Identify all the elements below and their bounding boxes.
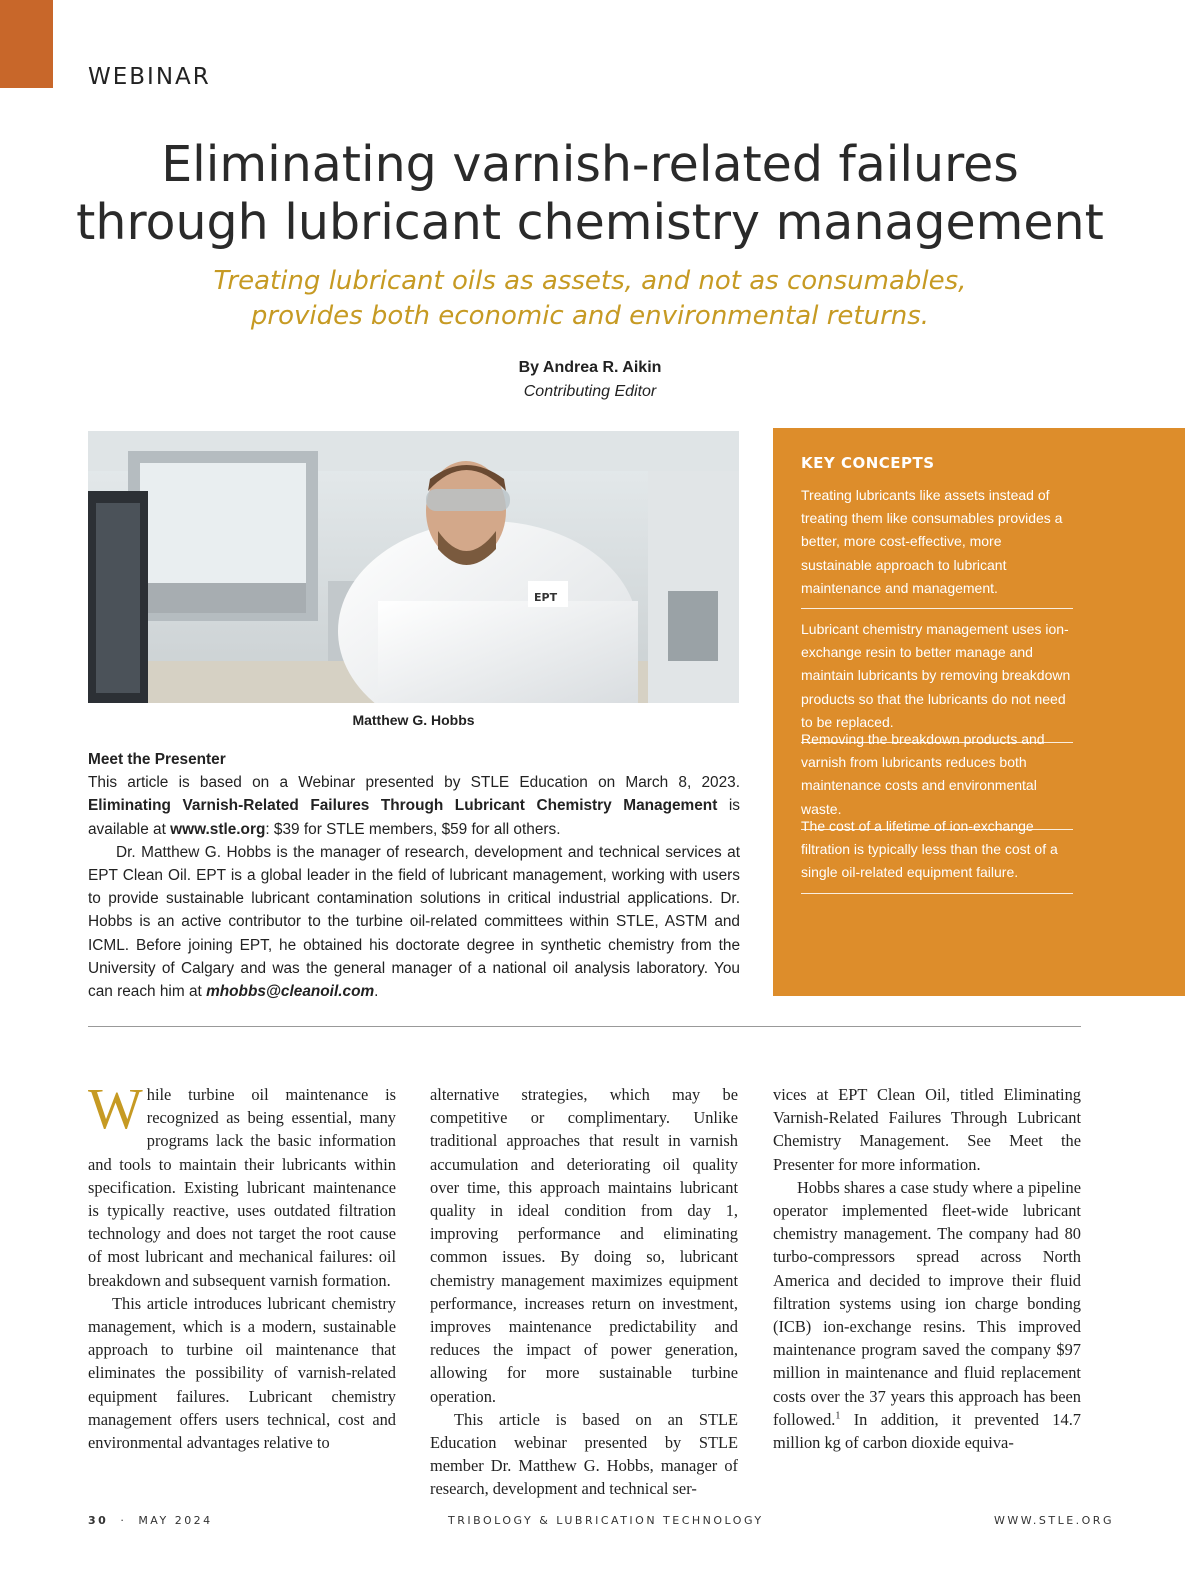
key-concept-item: Lubricant chemistry management uses ion-exchange resin to better manage and maintain lubricants by removing breakdown products so that the lubricants do not need to be replaced. [801, 618, 1073, 743]
drop-cap: W [88, 1076, 143, 1141]
issue-date: MAY 2024 [138, 1514, 213, 1527]
email-link[interactable]: mhobbs@cleanoil.com [206, 983, 375, 1001]
page-title [60, 136, 1120, 252]
photo-caption: Matthew G. Hobbs [352, 712, 475, 728]
key-concepts-box [773, 428, 1185, 996]
presenter-text: is available at [88, 797, 740, 838]
article-paragraph [88, 1076, 396, 1292]
article-column-3 [773, 1083, 1081, 1454]
presenter-photo [88, 431, 739, 703]
website-link[interactable]: www.stle.org [170, 820, 266, 838]
footer-left [88, 1514, 213, 1527]
presenter-text: This article is based on a Webinar presented by STLE Education on March 8, 2023. [88, 774, 740, 792]
article-paragraph: This article is based on an STLE Education webinar presented by STLE member Dr. Matthew G. Hobbs, manager of research, development and technical ser- [430, 1409, 738, 1499]
presenter-text: : $39 for STLE members, $59 for all others. [265, 820, 561, 838]
meet-the-presenter [88, 748, 740, 1003]
presenter-heading: Meet the Presenter [88, 751, 226, 768]
article-paragraph: vices at EPT Clean Oil, titled Eliminating Varnish-Related Failures Through Lubricant Chemistry Management. See Meet the Presenter for more information. [773, 1085, 1081, 1174]
title-line-1: Eliminating varnish-related failures [161, 136, 1019, 193]
article-text: hile turbine oil maintenance is recognized as being essential, many programs lack the basic information and tools to maintain their lubricants within specification. Existing lubricant maintenance is typically reactive, uses outdated filtration technology and does not target the root cause of most lubricant and mechanical failures: oil breakdown and subsequent varnish formation. [88, 1085, 396, 1290]
article-column-1 [88, 1076, 396, 1454]
subtitle-line-2: provides both economic and environmental returns. [250, 301, 930, 331]
key-concept-item: Removing the breakdown products and varnish from lubricants reduces both maintenance costs and environmental waste. [801, 728, 1073, 830]
presenter-bio: Dr. Matthew G. Hobbs is the manager of research, development and technical services at EPT Clean Oil. EPT is a global leader in the field of lubricant management, working with users to provide sustainable lubricant contamination solutions in critical industrial applications. Dr. Hobbs is an active contributor to the turbine oil-related committees within STLE, ASTM and ICML. Before joining EPT, he obtained his doctorate degree in synthetic chemistry from the University of Calgary and was the general manager of a national oil analysis laboratory. You can reach him at [88, 843, 740, 1001]
corner-tab [0, 0, 53, 88]
presenter-paragraph-2 [88, 841, 740, 1003]
section-label: WEBINAR [88, 64, 211, 90]
key-concept-item: The cost of a lifetime of ion-exchange filtration is typically less than the cost of a single oil-related equipment failure. [801, 815, 1073, 894]
footer-separator: · [120, 1514, 127, 1527]
publication-name: TRIBOLOGY & LUBRICATION TECHNOLOGY [448, 1514, 764, 1527]
subtitle-line-1: Treating lubricant oils as assets, and not as consumables, [213, 266, 967, 296]
article-paragraph: This article introduces lubricant chemistry management, which is a modern, sustainable approach to turbine oil maintenance that eliminates the possibility of varnish-related equipment failures. Lubricant chemistry management offers users technical, cost and environmental advantages relative to [88, 1293, 396, 1453]
article-text: Hobbs shares a case study where a pipeline operator implemented fleet-wide lubricant chemistry management. The company had 80 turbo-compressors spread across North America and decided to improve their fluid filtration systems using ion charge bonding (ICB) ion-exchange resins. This improved maintenance program saved the company $97 million in maintenance and fluid replacement costs over the 37 years this approach has been followed. [773, 1177, 1081, 1429]
page-number: 30 [88, 1514, 109, 1527]
author-name: By Andrea R. Aikin [518, 359, 662, 376]
key-concept-item: Treating lubricants like assets instead of treating them like consumables provides a better, more cost-effective, more sustainable approach to lubricant maintenance and management. [801, 484, 1073, 609]
presenter-paragraph-1 [88, 771, 740, 841]
footnote-marker[interactable]: 1 [835, 1410, 841, 1422]
lab-scene-illustration [88, 431, 739, 703]
presenter-text: . [374, 983, 379, 1001]
article-paragraph: alternative strategies, which may be competitive or complimentary. Unlike traditional approaches that result in varnish accumulation and deteriorating oil quality over time, this approach maintains lubricant quality in ideal condition from day 1, improving performance and eliminating common issues. By doing so, lubricant chemistry management maximizes equipment performance, increases return on investment, improves maintenance predictability and reduces the impact of power generation, allowing for more sustainable turbine operation. [430, 1085, 738, 1406]
author-role: Contributing Editor [523, 383, 657, 400]
article-paragraph [773, 1176, 1081, 1454]
article-text: In addition, it prevented 14.7 million kg of carbon dioxide equiva- [773, 1409, 1081, 1453]
footer-website[interactable]: WWW.STLE.ORG [994, 1514, 1114, 1527]
section-divider [88, 1026, 1081, 1027]
coat-logo-text: EPT [534, 591, 558, 604]
article-column-2 [430, 1083, 738, 1501]
title-line-2: through lubricant chemistry management [76, 194, 1104, 251]
subtitle [60, 264, 1120, 334]
byline [320, 356, 860, 404]
webinar-title: Eliminating Varnish-Related Failures Through Lubricant Chemistry Management [88, 797, 718, 815]
key-concepts-heading: KEY CONCEPTS [801, 454, 935, 472]
